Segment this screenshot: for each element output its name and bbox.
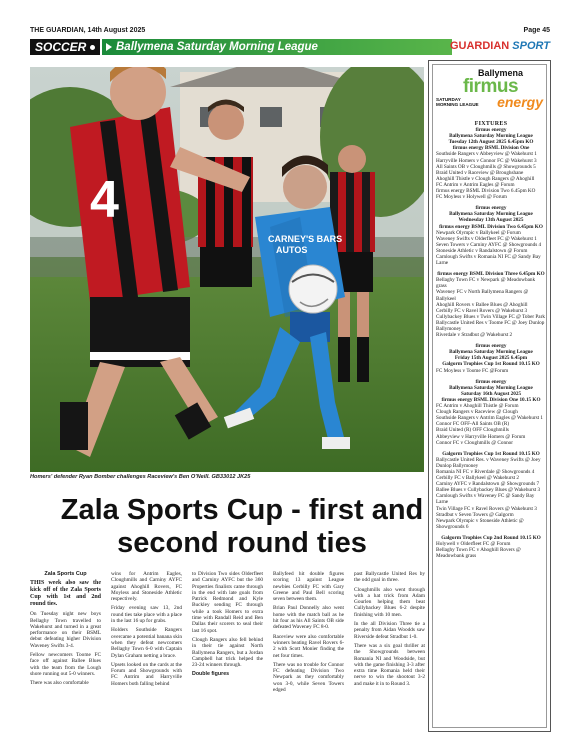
fixture-heading: firmus energy [475,378,507,385]
paragraph: past Ballycastle United Res by the odd goal in three. [354,571,425,584]
fixture-line: Clough Rangers v Raceview @ Clough [436,409,518,416]
paragraph: There was no trouble for Connor FC defeating Division Two Newpark as they comfortably won 3-0, while Seven Towers edged [273,661,344,694]
logo-sub-a: SATURDAY [436,97,461,102]
sponsor-logo [436,68,545,118]
fixtures-title: FIXTURES [474,121,508,127]
fixture-block [436,451,546,530]
fixture-line: FC Moyless v Toome FC @Forum [436,367,509,374]
fixture-line: Harryville Homers v Connor FC @ Wakehurst 3 [436,157,537,164]
article-label: Zala Sports Cup [44,571,87,577]
fixture-line: Cullybackey Blues v Twin Village FC @ Tober Park [436,313,545,320]
fixture-line: Waveney FC v North Ballymena Rangers @ Ballykeel [436,289,529,302]
paragraph: Holders Southside Rangers overcame a potential banana skin when they defeat newcomers Bellaghy Town 6-0 with Captain Dylan Graham netting a brace. [111,627,182,659]
fixture-blocks [436,127,546,559]
fixture-line: Waveney Swifts v Olderfleet FC @ Wakehurst 1 [436,235,537,242]
fixture-line: Seven Towers v Carniny AYFC @ Showgrounds 4 [436,241,542,248]
article-column-1 [30,571,101,690]
fixture-block [436,205,546,266]
logo-brand: firmus [462,76,519,97]
masthead-date: THE GUARDIAN, 14th August 2025 [30,27,146,34]
paragraph: Clough Rangers also fell behind in their tie against North Ballymena Rangers, but a Jordan Campbell hat trick helped the 23-24 winners through. [192,636,263,669]
fixture-line: Abbeyview v Harryville Homers @ Forum [436,433,526,440]
logo-sub [436,97,479,107]
article-column-2 [111,571,182,690]
fixture-block [436,127,546,200]
fixture-line: Stoneside Athletic v Randalstown @ Forum [436,247,528,254]
article-column-3 [192,571,263,681]
fixture-line: FC Moyless v Holywell @ Forum [436,194,507,201]
brand-logo [450,40,550,52]
shirt-sponsor-b: AUTOS [276,245,308,255]
fixtures-sidebar [428,60,551,732]
article-column-4 [273,571,344,696]
paragraph: Cloughmills also went through with a hat trick from Adam Gourlen helping them beat Cullybackey Blues 6-2 despite finishing with 10 men. [354,586,425,618]
fixture-line: Ballee Blues v Cullybackey Blues @ Wakehurst 3 [436,487,541,494]
brand-sport: SPORT [512,40,550,52]
fixture-line: Bellaghy Town FC v Ahoghill Rovers @ Meadowbank grass [436,547,521,560]
fixtures-list [436,121,546,564]
fixture-line: Cerbilly FC v Ravel Rovers @ Wakehurst 3 [436,307,528,314]
fixture-heading: firmus energy BSML Division One 10.15 KO [441,396,541,403]
paragraph: In the all Division Three tie a penalty from Aidan Woodds saw Riverside defeat Stradbut 1-0. [354,621,425,640]
shirt-number: 4 [90,171,119,229]
fixture-line: FC Antrim v Ahoghill Thistle @ Forum [436,403,519,410]
fixture-line: Carnlough Swifts v Waveney FC @ Sandy Bay Larne [436,493,535,506]
fixture-line: Romania NI FC v Riverdale @ Showgrounds 4 [436,468,535,475]
logo-top: Ballymena [477,68,524,78]
fixture-heading: Tuesday 12th August 2025 6.45pm KO [448,139,534,146]
fixtures-panel [432,64,547,728]
fixture-line: Braid United v Raceview @ Broughshane [436,169,524,176]
fixture-heading: firmus energy BSML Division Three 6.45pm KO [437,271,545,278]
match-photo [30,67,424,472]
soccer-label-box [30,39,100,55]
fixture-line: Ballycastle United Res v Toome FC @ Joey Dunlop Ballymoney [436,319,545,332]
fixture-line: Cerbilly FC v Ballykeel @ Wakehurst 2 [436,475,519,482]
logo-energy: energy [497,94,543,110]
fixture-line: Stradbut v Seven Towers @ Galgorm [436,511,514,518]
fixture-heading: Galgorm Trophies Cup 2nd Round 10.15 KO [441,534,541,541]
fixture-heading: firmus energy [475,127,507,134]
fixture-line: All Saints OB v Cloughmills @ Showgrounds 5 [436,163,536,170]
fixture-line: Ballycastle United Res. v Waveney Swifts @ Joey Dunlop Ballymoney [436,456,541,469]
fixture-line: Bellaghy Town FC v Newpark @ Meadowbank grass [436,277,536,290]
league-title: Ballymena Saturday Morning League [116,41,318,53]
fixture-line: Twin Village FC v Ravel Rovers @ Wakehurst 3 [436,505,537,512]
brand-guardian: GUARDIAN [449,40,510,52]
fixture-line: Braid United (R) OFF Cloughmills [436,427,509,434]
football-icon [88,43,97,52]
paragraph: There was a six goal thriller at the Showgrounds between Romania NI and Woodside, but with the game finishing 3-3 after extra time Romania held their nerve to win the shootout 3-2 and make it in to Round 3. [354,642,425,687]
fixture-heading: Friday 15th August 2025 6.45pm [454,355,528,362]
section-header [30,39,550,55]
page-number: Page 45 [523,27,550,34]
fixture-heading: firmus energy BSML Division Two 6.45pm KO [439,223,543,230]
fixture-heading: Ballymena Saturday Morning League [449,133,533,140]
paragraph: Friday evening saw 13, 2nd round ties take place with a place in the last 16 up for grabs. [111,605,182,625]
paragraph: wins for Antrim Eagles, Cloughmills and Carniny AYFC against Ahoghill Rovers, FC Moyless and Stoneside Athletic respectively. [111,571,182,603]
fixture-heading: Saturday 16th August 2025 [460,390,522,397]
fixture-heading: firmus energy [475,205,507,212]
article-column-5 [354,571,425,690]
masthead [30,27,550,37]
photo-caption: Homers' defender Ryan Bomber challenges Raceview's Ben O'Neill. GB33012 JK25 [30,474,251,480]
fixture-line: Connor FC v Cloughmills @ Connor [436,439,513,446]
headline: Zala Sports Cup - first and second round ties [60,494,424,559]
fixture-block [436,343,546,373]
paragraph: Upsets looked on the cards at the Forum and Showgrounds with FC Antrim and Harryville Homers both falling behind [111,661,182,687]
fixture-line: Ahoghill Rovers v Ballee Blues @ Ahoghill [436,301,528,308]
fixture-block [436,535,546,559]
article-lead: THIS week also saw the kick off of the Zala Sports Cup with 1st and 2nd round ties. [30,580,101,608]
article-subhead: Double figures [192,671,230,678]
paragraph: Brian Paul Donnelly also went home with the match ball as he hit four as his All Saints OB side defeated Waveney FC 8-0. [273,605,344,631]
fixture-heading: Galgorm Trophies Cup 1st Round 10.15 KO [442,361,540,368]
fixture-heading: Ballymena Saturday Morning League [449,384,533,391]
fixture-line: Ahoghill Thistle v Clough Rangers @ Ahoghill [436,175,535,182]
fixture-heading: firmus energy [475,343,507,350]
paragraph: There was also comfortable [30,680,89,687]
fixture-heading: Ballymena Saturday Morning League [449,211,533,218]
fixture-heading: firmus energy BSML Division One [452,145,530,152]
paragraph: Raceview were also comfortable winners beating Ravel Rovers 6-2 with Scott Monier finding the net four times. [273,633,344,659]
fixture-block [436,379,546,446]
fixture-line: firmus energy BSML Division Two 6.45pm KO [436,188,536,195]
fixture-line: Carniny AYFC v Randalstown @ Showgrounds 7 [436,481,540,488]
fixture-heading: Galgorm Trophies Cup 1st Round 10.15 KO [442,450,540,457]
fixture-line: FC Antrim v Antrim Eagles @ Forum [436,181,515,188]
fixture-line: Connor FC OFF-All Saints OB (R) [436,421,510,428]
fixture-line: Holywell v Olderfleet FC @ Forum [436,541,511,547]
fixture-line: Southside Rangers v Abbeyview @ Wakehurst 1 [436,151,537,158]
fixture-heading: Wednesday 13th August 2025 [458,217,524,224]
fixture-line: Riverdale v Stradbut @ Wakehurst 2 [436,332,513,339]
shirt-sponsor-a: CARNEY'S BARS [268,234,343,244]
article-body [30,571,426,731]
logo-sub-b: MORNING LEAGUE [436,102,479,107]
paragraph: to Division Two sides Olderfleet and Carniny AYFC but the 360 Properties finalists came through in the end with late goals from Patrick Redmond and Kyle Buckley sending FC through while a took Homers to extra time with Randall Reid and Ben Dallas their scorers to seal their last 16 spot. [192,571,263,634]
fixture-line: Southside Rangers v Antrim Eagles @ Wakehurst 1 [436,415,543,422]
logo-row [436,96,545,110]
paragraph: On Tuesday night new boys Bellaghy Town travelled to Wakehurst and turned in a great performance on their BSML debut defeating higher Division Waveney Swifts 3-4. [30,611,101,649]
fixture-line: Newpark Olympic v Stoneside Athletic @ Showgrounds 6 [436,517,524,530]
paragraph: Ballyfeed hit double figures scoring 13 against League newbies Cerbilly FC with Gary Greene and Paul Bell scoring seven between them. [273,571,344,603]
fixture-heading: Ballymena Saturday Morning League [449,349,533,356]
paragraph: Fellow newcomers Toome FC face off against Ballee Blues with the team from the Lough shore running out 5-0 winners. [30,652,101,677]
fixture-line: Carnlough Swifts v Romania NI FC @ Sandy Bay Larne [436,253,541,267]
fixture-block [436,271,546,338]
soccer-label: SOCCER [35,40,87,54]
match-photo-illustration [30,67,424,472]
fixture-line: Newpark Olympic v Ballykeel @ Forum [436,229,521,236]
league-title-bar [102,39,452,55]
